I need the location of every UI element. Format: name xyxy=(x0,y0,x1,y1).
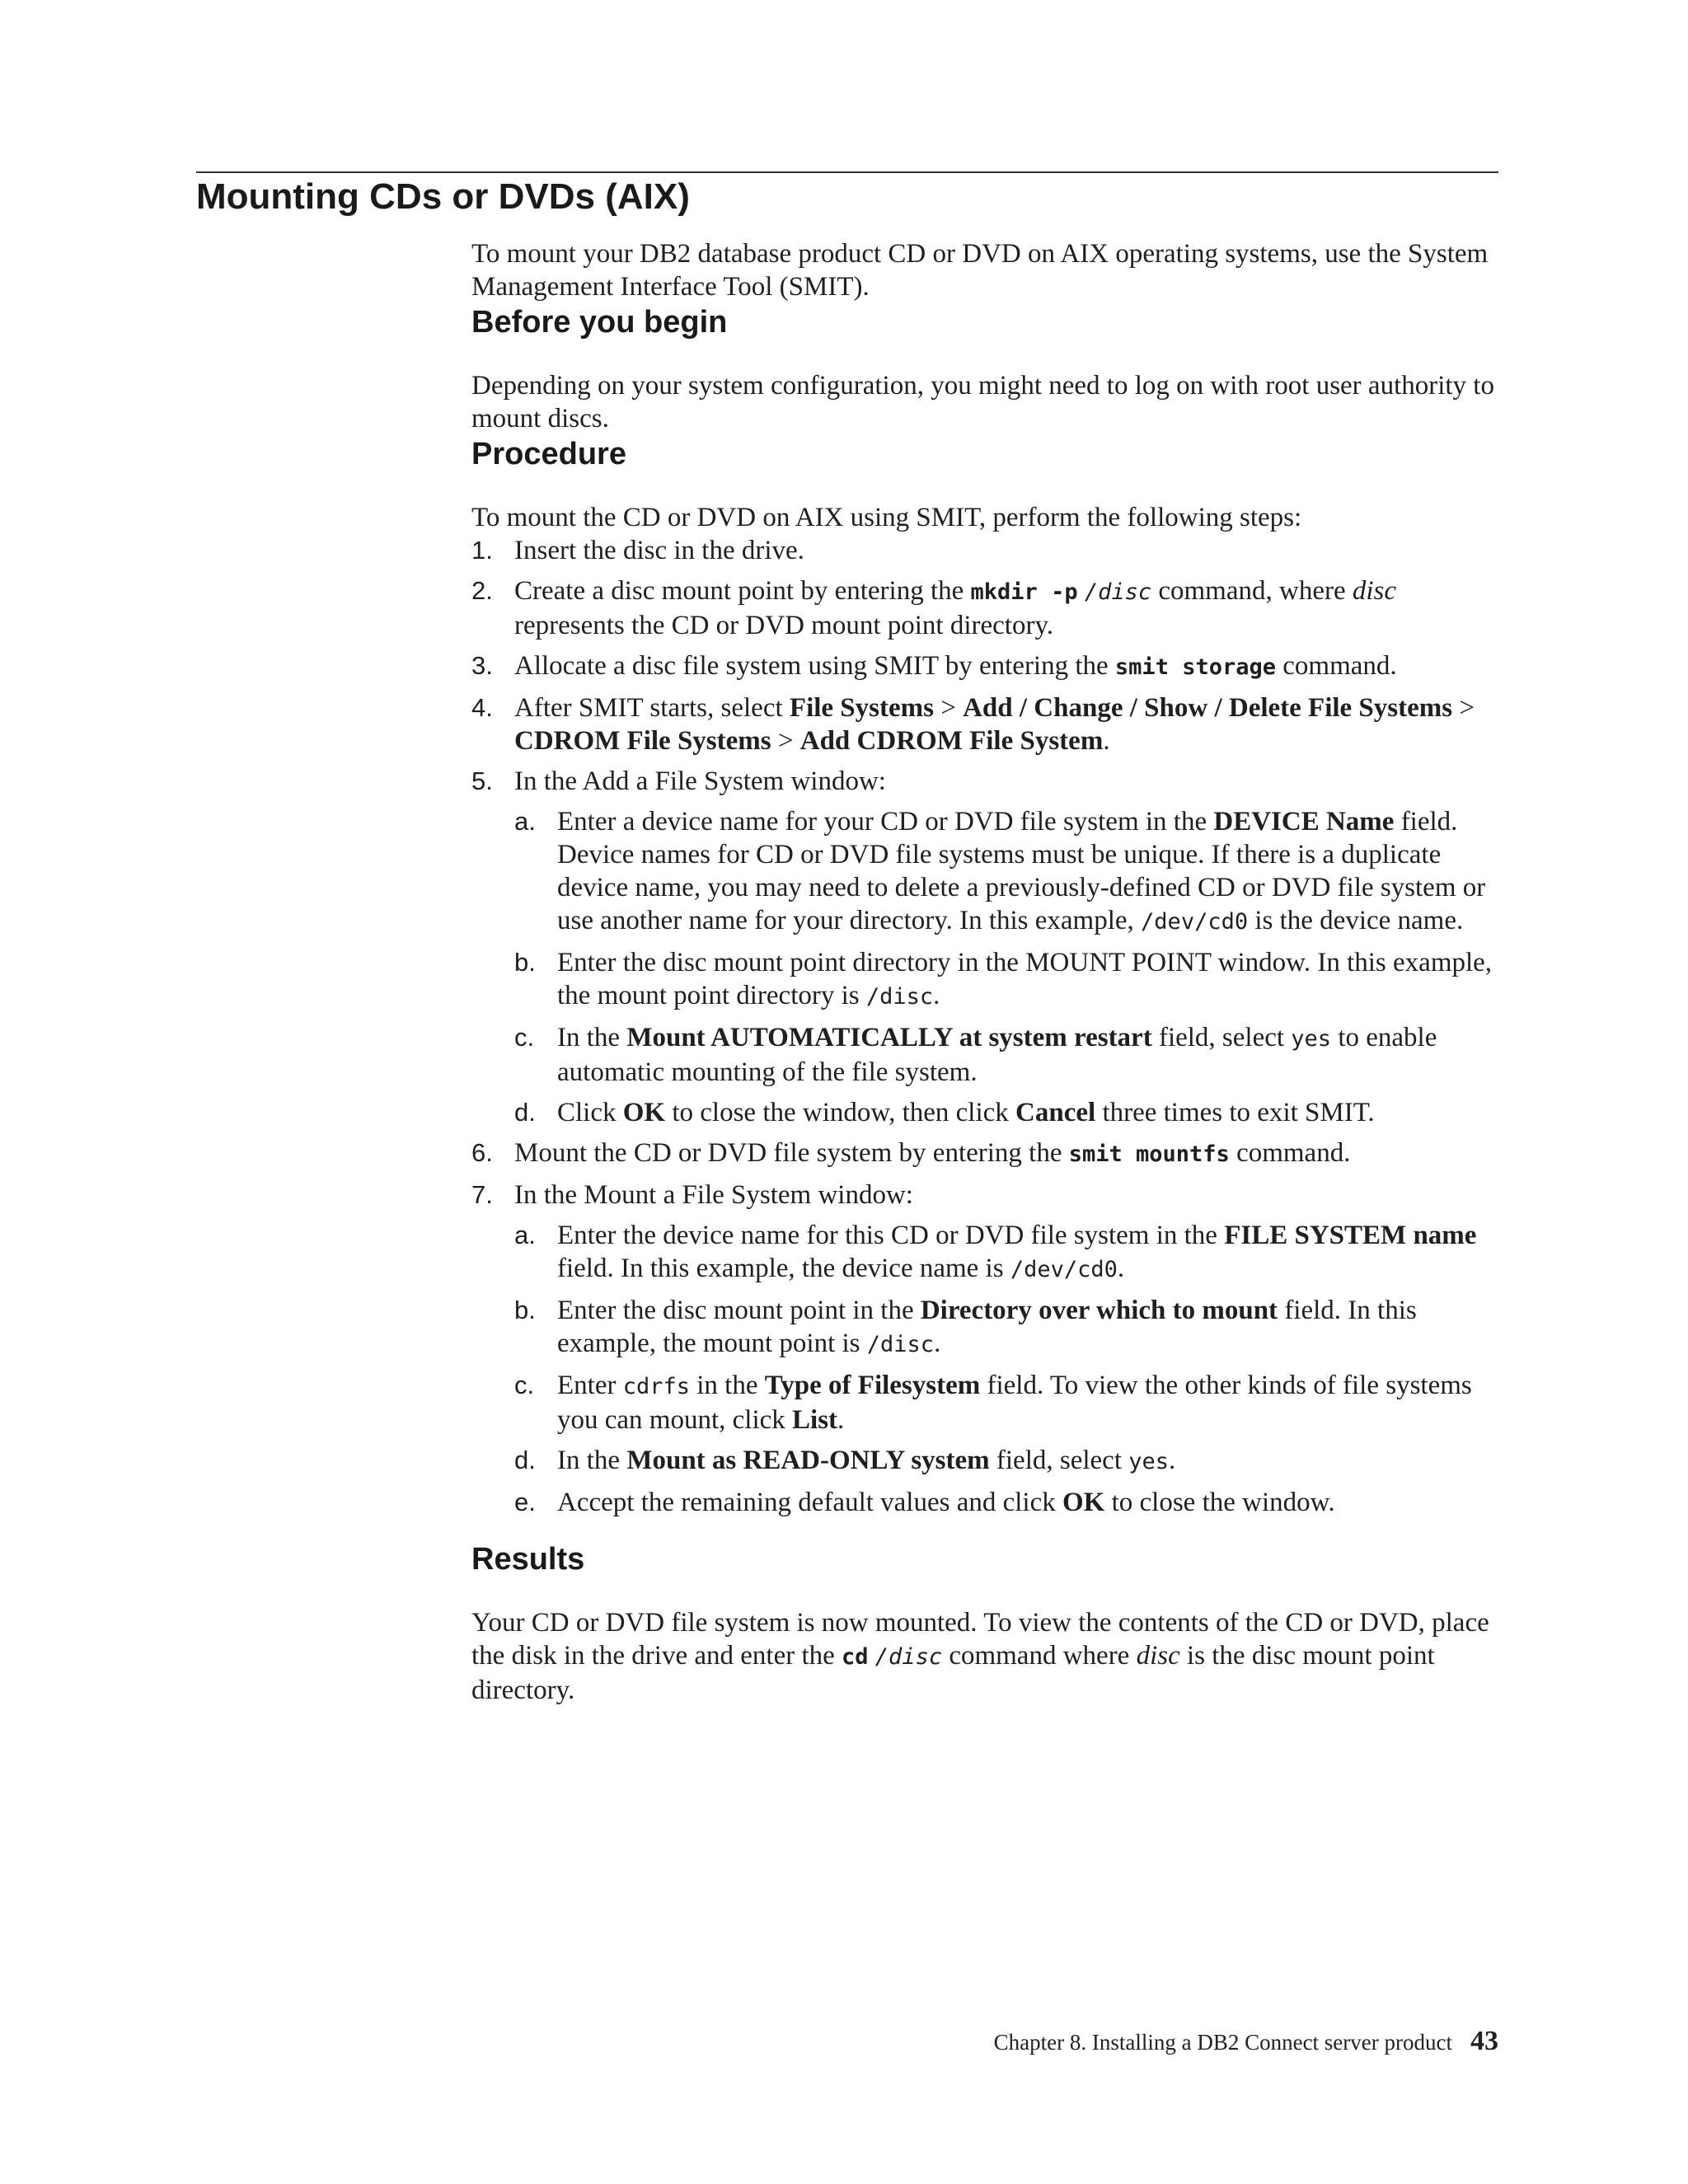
step-number: 2. xyxy=(471,576,493,605)
step-text: command, where xyxy=(1151,576,1353,606)
menu-separator: > xyxy=(1452,693,1475,723)
substep-letter: a. xyxy=(514,1221,536,1249)
menu-path-item: File Systems xyxy=(789,693,934,723)
command-smit-storage: smit storage xyxy=(1114,654,1276,680)
menu-separator: > xyxy=(933,693,964,723)
step-text: Allocate a disc file system using SMIT by entering the xyxy=(514,651,1115,681)
substep-text: is the device name. xyxy=(1248,906,1464,935)
substep-text: . xyxy=(837,1405,845,1435)
substep-text: in the xyxy=(690,1371,765,1400)
substep-text: field. In this example, the device name is xyxy=(557,1254,1010,1283)
intro-paragraph: To mount your DB2 database product CD or DVD on AIX operating systems, use the System Management Interface Tool (SMIT). xyxy=(471,239,1489,302)
heading-rule xyxy=(196,171,1498,173)
page-footer xyxy=(824,2026,1498,2057)
step-number: 7. xyxy=(471,1180,493,1209)
step-text: In the Mount a File System window: xyxy=(514,1180,913,1210)
step-7 xyxy=(471,1179,1502,1519)
step-6 xyxy=(471,1137,1502,1171)
substep-7a xyxy=(514,1219,1502,1286)
menu-path-item: Add / Change / Show / Delete File Systems xyxy=(963,693,1453,723)
step-3 xyxy=(471,649,1502,684)
step-4 xyxy=(471,691,1502,757)
button-name: OK xyxy=(1062,1488,1105,1517)
field-name: Mount as READ-ONLY system xyxy=(626,1446,990,1475)
code-value: /dev/cd0 xyxy=(1010,1257,1118,1282)
substep-text: field, select xyxy=(1151,1023,1292,1052)
step-text: command. xyxy=(1276,651,1397,681)
substep-text: Enter the disc mount point directory in the MOUNT POINT window. In this example, the mount point directory is xyxy=(557,948,1493,1010)
substep-text: . xyxy=(934,1329,941,1358)
field-name: Mount AUTOMATICALLY at system restart xyxy=(626,1023,1152,1052)
step-number: 4. xyxy=(471,693,493,722)
substep-text: to enable automatic mounting of the file system. xyxy=(557,1023,1437,1087)
substep-7e xyxy=(514,1486,1502,1519)
step-number: 6. xyxy=(471,1138,493,1167)
main-content xyxy=(471,237,1502,1707)
page-title: Mounting CDs or DVDs (AIX) xyxy=(196,176,690,217)
results-text-part: Your CD or DVD file system is now mounted. To view the contents of the CD or DVD, place the disk in the drive and enter the xyxy=(471,1608,1489,1671)
procedure-intro: To mount the CD or DVD on AIX using SMIT, perform the following steps: xyxy=(471,503,1302,532)
step-5 xyxy=(471,765,1502,1129)
substep-text: field, select xyxy=(989,1446,1129,1475)
before-you-begin-text: Depending on your system configuration, you might need to log on with root user authority to mount discs. xyxy=(471,371,1494,434)
substep-text: field. In this example, the mount point is xyxy=(557,1296,1417,1358)
substep-text: to close the window. xyxy=(1104,1488,1335,1517)
field-name: Directory over which to mount xyxy=(920,1296,1278,1325)
field-name: FILE SYSTEM name xyxy=(1224,1221,1477,1250)
substeps xyxy=(514,805,1502,1129)
substep-letter: d. xyxy=(514,1446,536,1474)
substep-letter: b. xyxy=(514,948,536,977)
substep-letter: c. xyxy=(514,1023,535,1052)
substep-letter: c. xyxy=(514,1371,535,1399)
menu-separator: > xyxy=(771,726,800,756)
substep-5b xyxy=(514,946,1502,1014)
step-text: After SMIT starts, select xyxy=(514,693,790,723)
substep-text: Click xyxy=(557,1098,623,1127)
step-text: command. xyxy=(1229,1138,1351,1168)
results-heading: Results xyxy=(471,1542,585,1577)
step-1 xyxy=(471,534,1502,567)
substep-letter: b. xyxy=(514,1296,536,1324)
substep-letter: d. xyxy=(514,1098,536,1127)
substep-7b xyxy=(514,1294,1502,1361)
substep-text: In the xyxy=(557,1446,627,1475)
substep-5c xyxy=(514,1021,1502,1089)
code-value: yes xyxy=(1128,1449,1170,1474)
step-text: Insert the disc in the drive. xyxy=(514,536,804,565)
code-value: cdrfs xyxy=(622,1374,690,1399)
step-text: Create a disc mount point by entering the xyxy=(514,576,971,606)
results-text-part: is the disc mount point directory. xyxy=(471,1641,1435,1705)
results-text xyxy=(471,1606,1502,1707)
step-text: . xyxy=(1103,726,1110,756)
command-cd: cd xyxy=(842,1644,869,1670)
command-arg: /disc xyxy=(1084,579,1152,605)
code-value: /dev/cd0 xyxy=(1141,909,1249,935)
step-text: represents the CD or DVD mount point directory. xyxy=(514,611,1054,640)
step-number: 1. xyxy=(471,536,493,565)
substep-5a xyxy=(514,805,1502,939)
substeps xyxy=(514,1219,1502,1519)
substep-text: . xyxy=(1169,1446,1176,1475)
chapter-title: Chapter 8. Installing a DB2 Connect server product xyxy=(993,2030,1452,2055)
procedure-heading: Procedure xyxy=(471,437,626,471)
results-text-part: command where xyxy=(942,1641,1137,1671)
substep-letter: e. xyxy=(514,1488,536,1516)
step-text: Mount the CD or DVD file system by entering the xyxy=(514,1138,1069,1168)
substep-text: Enter a device name for your CD or DVD file system in the xyxy=(557,807,1214,837)
substep-text: . xyxy=(933,981,940,1010)
substep-text: Enter the device name for this CD or DVD file system in the xyxy=(557,1221,1225,1250)
menu-path-item: CDROM File Systems xyxy=(514,726,771,756)
button-name: List xyxy=(792,1405,838,1435)
substep-7d xyxy=(514,1444,1502,1479)
step-number: 5. xyxy=(471,766,493,795)
menu-path-item: Add CDROM File System xyxy=(799,726,1104,756)
code-value: /disc xyxy=(865,984,934,1010)
code-value: /disc xyxy=(866,1332,935,1357)
substep-text: Enter the disc mount point in the xyxy=(557,1296,921,1325)
step-2 xyxy=(471,574,1502,642)
command-mkdir: mkdir -p xyxy=(970,579,1078,605)
command-arg: /disc xyxy=(874,1644,943,1670)
variable: disc xyxy=(1352,576,1397,606)
substep-text: . xyxy=(1117,1254,1125,1283)
button-name: OK xyxy=(622,1098,666,1127)
substep-text: to close the window, then click xyxy=(665,1098,1016,1127)
substep-text: field. To view the other kinds of file systems you can mount, click xyxy=(557,1371,1472,1435)
variable: disc xyxy=(1136,1641,1180,1671)
substep-text: field. Device names for CD or DVD file systems must be unique. If there is a duplicate device name, you may need to delete a previously-defined CD or DVD file system or use another name for your directory. In this example, xyxy=(557,807,1486,935)
command-smit-mountfs: smit mountfs xyxy=(1068,1141,1230,1167)
step-text: In the Add a File System window: xyxy=(514,766,886,796)
substep-7c xyxy=(514,1369,1502,1436)
before-you-begin-heading: Before you begin xyxy=(471,305,728,340)
substep-5d xyxy=(514,1096,1502,1129)
field-name: Type of Filesystem xyxy=(764,1371,981,1400)
button-name: Cancel xyxy=(1015,1098,1096,1127)
page-number: 43 xyxy=(1470,2026,1498,2056)
substep-text: Enter xyxy=(557,1371,623,1400)
substep-text: Accept the remaining default values and click xyxy=(557,1488,1062,1517)
procedure-steps xyxy=(471,534,1502,1519)
substep-text: three times to exit SMIT. xyxy=(1095,1098,1375,1127)
substep-text: In the xyxy=(557,1023,627,1052)
code-value: yes xyxy=(1291,1026,1332,1052)
field-name: DEVICE Name xyxy=(1213,807,1395,837)
step-number: 3. xyxy=(471,651,493,680)
substep-letter: a. xyxy=(514,807,536,836)
